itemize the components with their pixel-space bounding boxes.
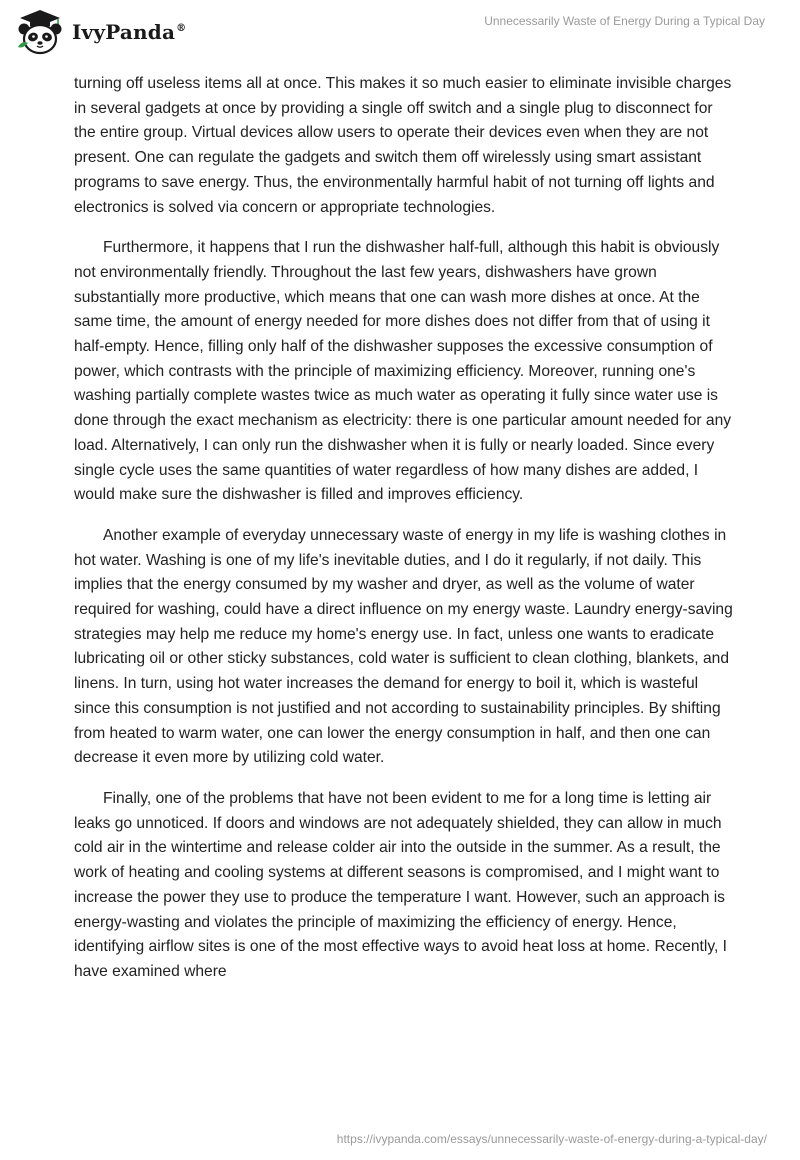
paragraph: Another example of everyday unnecessary waste of energy in my life is washing clothes in hot water. Washing is one of my life's inevitable duties, and I do it regularly, if not daily. This implies that the energy consumed by my washer and dryer, as well as the volume of water required for washing, could have a direct influence on my energy waste. Laundry energy-saving strategies may help me reduce my home's energy use. In fact, unless one wants to eradicate lubricating oil or other sticky substances, cold water is sufficient to clean clothing, blankets, and linens. In turn, using hot water increases the demand for energy to boil it, which is wasteful since this consumption is not justified and not according to sustainability principles. By shifting from heated to warm water, one can lower the energy consumption in half, and then one can decrease it even more by utilizing cold water. xyxy=(74,526,733,767)
essay-body xyxy=(74,72,734,1001)
brand-name: IvyPanda® xyxy=(72,20,187,44)
document-title: Unnecessarily Waste of Energy During a Typical Day xyxy=(484,14,765,28)
paragraph: Furthermore, it happens that I run the dishwasher half-full, although this habit is obviously not environmentally friendly. Throughout the last few years, dishwashers have grown substantially more productive, which means that one can wash more dishes at once. At the same time, the amount of energy needed for more dishes does not differ from that of using it half-empty. Hence, filling only half of the dishwasher supposes the excessive consumption of power, which contrasts with the principle of maximizing efficiency. Moreover, running one's washing partially complete wastes twice as much water as operating it fully since water use is done through the exact mechanism as electricity: there is one particular amount needed for any load. Alternatively, I can only run the dishwasher when it is fully or nearly loaded. Since every single cycle uses the same quantities of water regardless of how many dishes are added, I would make sure the dishwasher is filled and improves efficiency. xyxy=(74,239,732,504)
page-header xyxy=(0,0,800,62)
panda-graduate-logo-icon xyxy=(14,7,66,57)
paragraph: Finally, one of the problems that have not been evident to me for a long time is letting air leaks go unnoticed. If doors and windows are not adequately shielded, they can allow in much cold air in the wintertime and release colder air into the outside in the summer. As a result, the work of heating and cooling systems at different seasons is compromised, and I might want to increase the power they use to produce the temperature I want. However, such an approach is energy-wasting and violates the principle of maximizing the efficiency of energy. Hence, identifying airflow sites is one of the most effective ways to avoid heat loss at home. Recently, I have examined where xyxy=(74,789,727,980)
brand-logo[interactable] xyxy=(14,7,186,57)
paragraph: turning off useless items all at once. This makes it so much easier to eliminate invisible charges in several gadgets at once by providing a single off switch and a single plug to disconnect for the entire group. Virtual devices allow users to operate their devices even when they are not present. One can regulate the gadgets and switch them off wirelessly using smart assistant programs to save energy. Thus, the environmentally harmful habit of not turning off lights and electronics is solved via concern or appropriate technologies. xyxy=(74,75,732,216)
source-url[interactable]: https://ivypanda.com/essays/unnecessarily-waste-of-energy-during-a-typical-day/ xyxy=(336,1132,767,1146)
